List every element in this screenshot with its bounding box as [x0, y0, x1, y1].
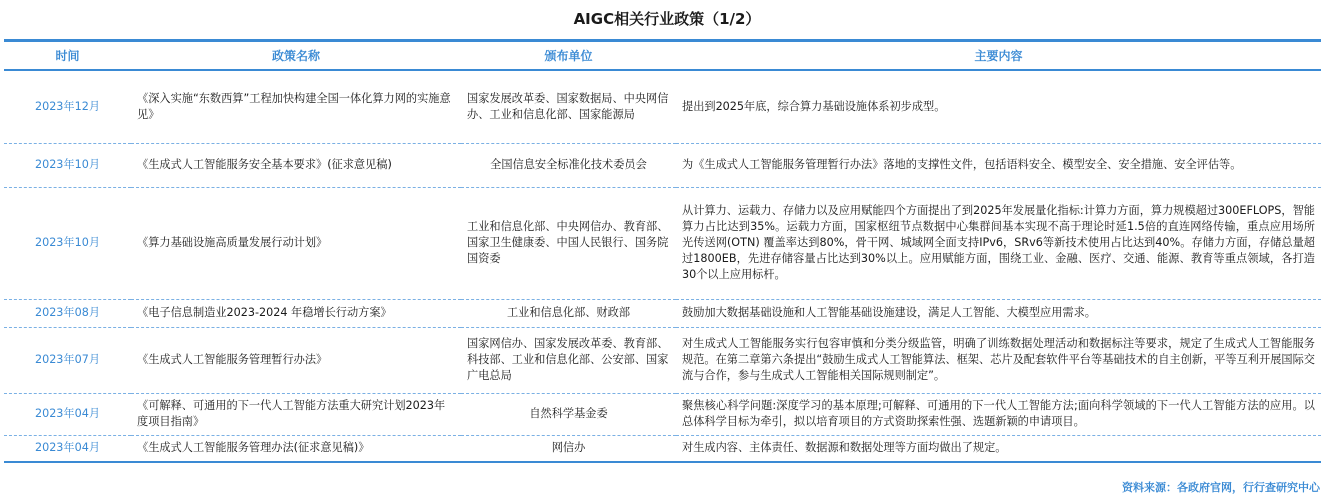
row-content: 对生成内容、主体责任、数据源和数据处理等方面均做出了规定。	[676, 435, 1321, 462]
row-issuer: 工业和信息化部、中央网信办、教育部、国家卫生健康委、中国人民银行、国务院国资委	[461, 187, 676, 299]
row-policy-name: 《生成式人工智能服务管理暂行办法》	[131, 327, 461, 393]
row-policy-name: 《可解释、可通用的下一代人工智能方法重大研究计划2023年度项目指南》	[131, 393, 461, 435]
row-date: 2023年10月	[4, 187, 131, 299]
policy-table	[4, 42, 1321, 463]
row-content: 鼓励加大数据基础设施和人工智能基础设施建设，满足人工智能、大模型应用需求。	[676, 299, 1321, 327]
row-issuer: 网信办	[461, 435, 676, 462]
table-row	[4, 393, 1321, 435]
header-content: 主要内容	[974, 48, 1023, 63]
header-date: 时间	[55, 48, 80, 63]
row-issuer: 国家网信办、国家发展改革委、教育部、科技部、工业和信息化部、公安部、国家广电总局	[461, 327, 676, 393]
table-header-row	[4, 42, 1321, 70]
row-date: 2023年04月	[4, 393, 131, 435]
row-issuer: 工业和信息化部、财政部	[461, 299, 676, 327]
header-issuer: 颁布单位	[544, 48, 593, 63]
table-row	[4, 187, 1321, 299]
row-date: 2023年10月	[4, 143, 131, 187]
row-content: 聚焦核心科学问题:深度学习的基本原理;可解释、可通用的下一代人工智能方法;面向科学领域的下一代人工智能方法的应用。以总体科学目标为牵引，拟以培育项目的方式资助探索性强、选题新颖的申请项目。	[676, 393, 1321, 435]
row-issuer: 国家发展改革委、国家数据局、中央网信办、工业和信息化部、国家能源局	[461, 70, 676, 143]
row-policy-name: 《电子信息制造业2023-2024 年稳增长行动方案》	[131, 299, 461, 327]
row-policy-name: 《生成式人工智能服务管理办法(征求意见稿)》	[131, 435, 461, 462]
row-date: 2023年04月	[4, 435, 131, 462]
row-date: 2023年12月	[4, 70, 131, 143]
row-issuer: 全国信息安全标准化技术委员会	[461, 143, 676, 187]
page-title: AIGC相关行业政策（1/2）	[573, 10, 761, 28]
row-content: 对生成式人工智能服务实行包容审慎和分类分级监管，明确了训练数据处理活动和数据标注等要求，规定了生成式人工智能服务规范。在第二章第六条提出“鼓励生成式人工智能算法、框架、芯片及配套软件平台等基础技术的自主创新，平等互利开展国际交流与合作，参与生成式人工智能相关国际规则制定”。	[676, 327, 1321, 393]
table-row	[4, 327, 1321, 393]
table-row	[4, 435, 1321, 462]
row-content: 提出到2025年底，综合算力基础设施体系初步成型。	[676, 70, 1321, 143]
row-policy-name: 《生成式人工智能服务安全基本要求》(征求意见稿)	[131, 143, 461, 187]
row-content: 为《生成式人工智能服务管理暂行办法》落地的支撑性文件，包括语料安全、模型安全、安全措施、安全评估等。	[676, 143, 1321, 187]
row-date: 2023年07月	[4, 327, 131, 393]
row-issuer: 自然科学基金委	[461, 393, 676, 435]
row-policy-name: 《算力基础设施高质量发展行动计划》	[131, 187, 461, 299]
row-policy-name: 《深入实施“东数西算”工程加快构建全国一体化算力网的实施意见》	[131, 70, 461, 143]
table-row	[4, 299, 1321, 327]
row-content: 从计算力、运载力、存储力以及应用赋能四个方面提出了到2025年发展量化指标:计算力方面，算力规模超过300EFLOPS，智能算力占比达到35%。运载力方面，国家枢纽节点数据中心集群间基本实现不高于理论时延1.5倍的直连网络传输，重点应用场所光传送网(OTN) 覆盖率达到80%，骨干网、城域网全面支持IPv6，SRv6等新技术使用占比达到40%。存储力方面，存储总量超过1800EB，先进存储容量占比达到30%以上。应用赋能方面，围绕工业、金融、医疗、交通、能源、教育等重点领域，各打造30个以上应用标杆。	[676, 187, 1321, 299]
table-row	[4, 143, 1321, 187]
table-row	[4, 70, 1321, 143]
row-date: 2023年08月	[4, 299, 131, 327]
header-policy-name: 政策名称	[271, 48, 320, 63]
source-note: 资料来源：各政府官网，行行查研究中心	[1122, 481, 1320, 494]
